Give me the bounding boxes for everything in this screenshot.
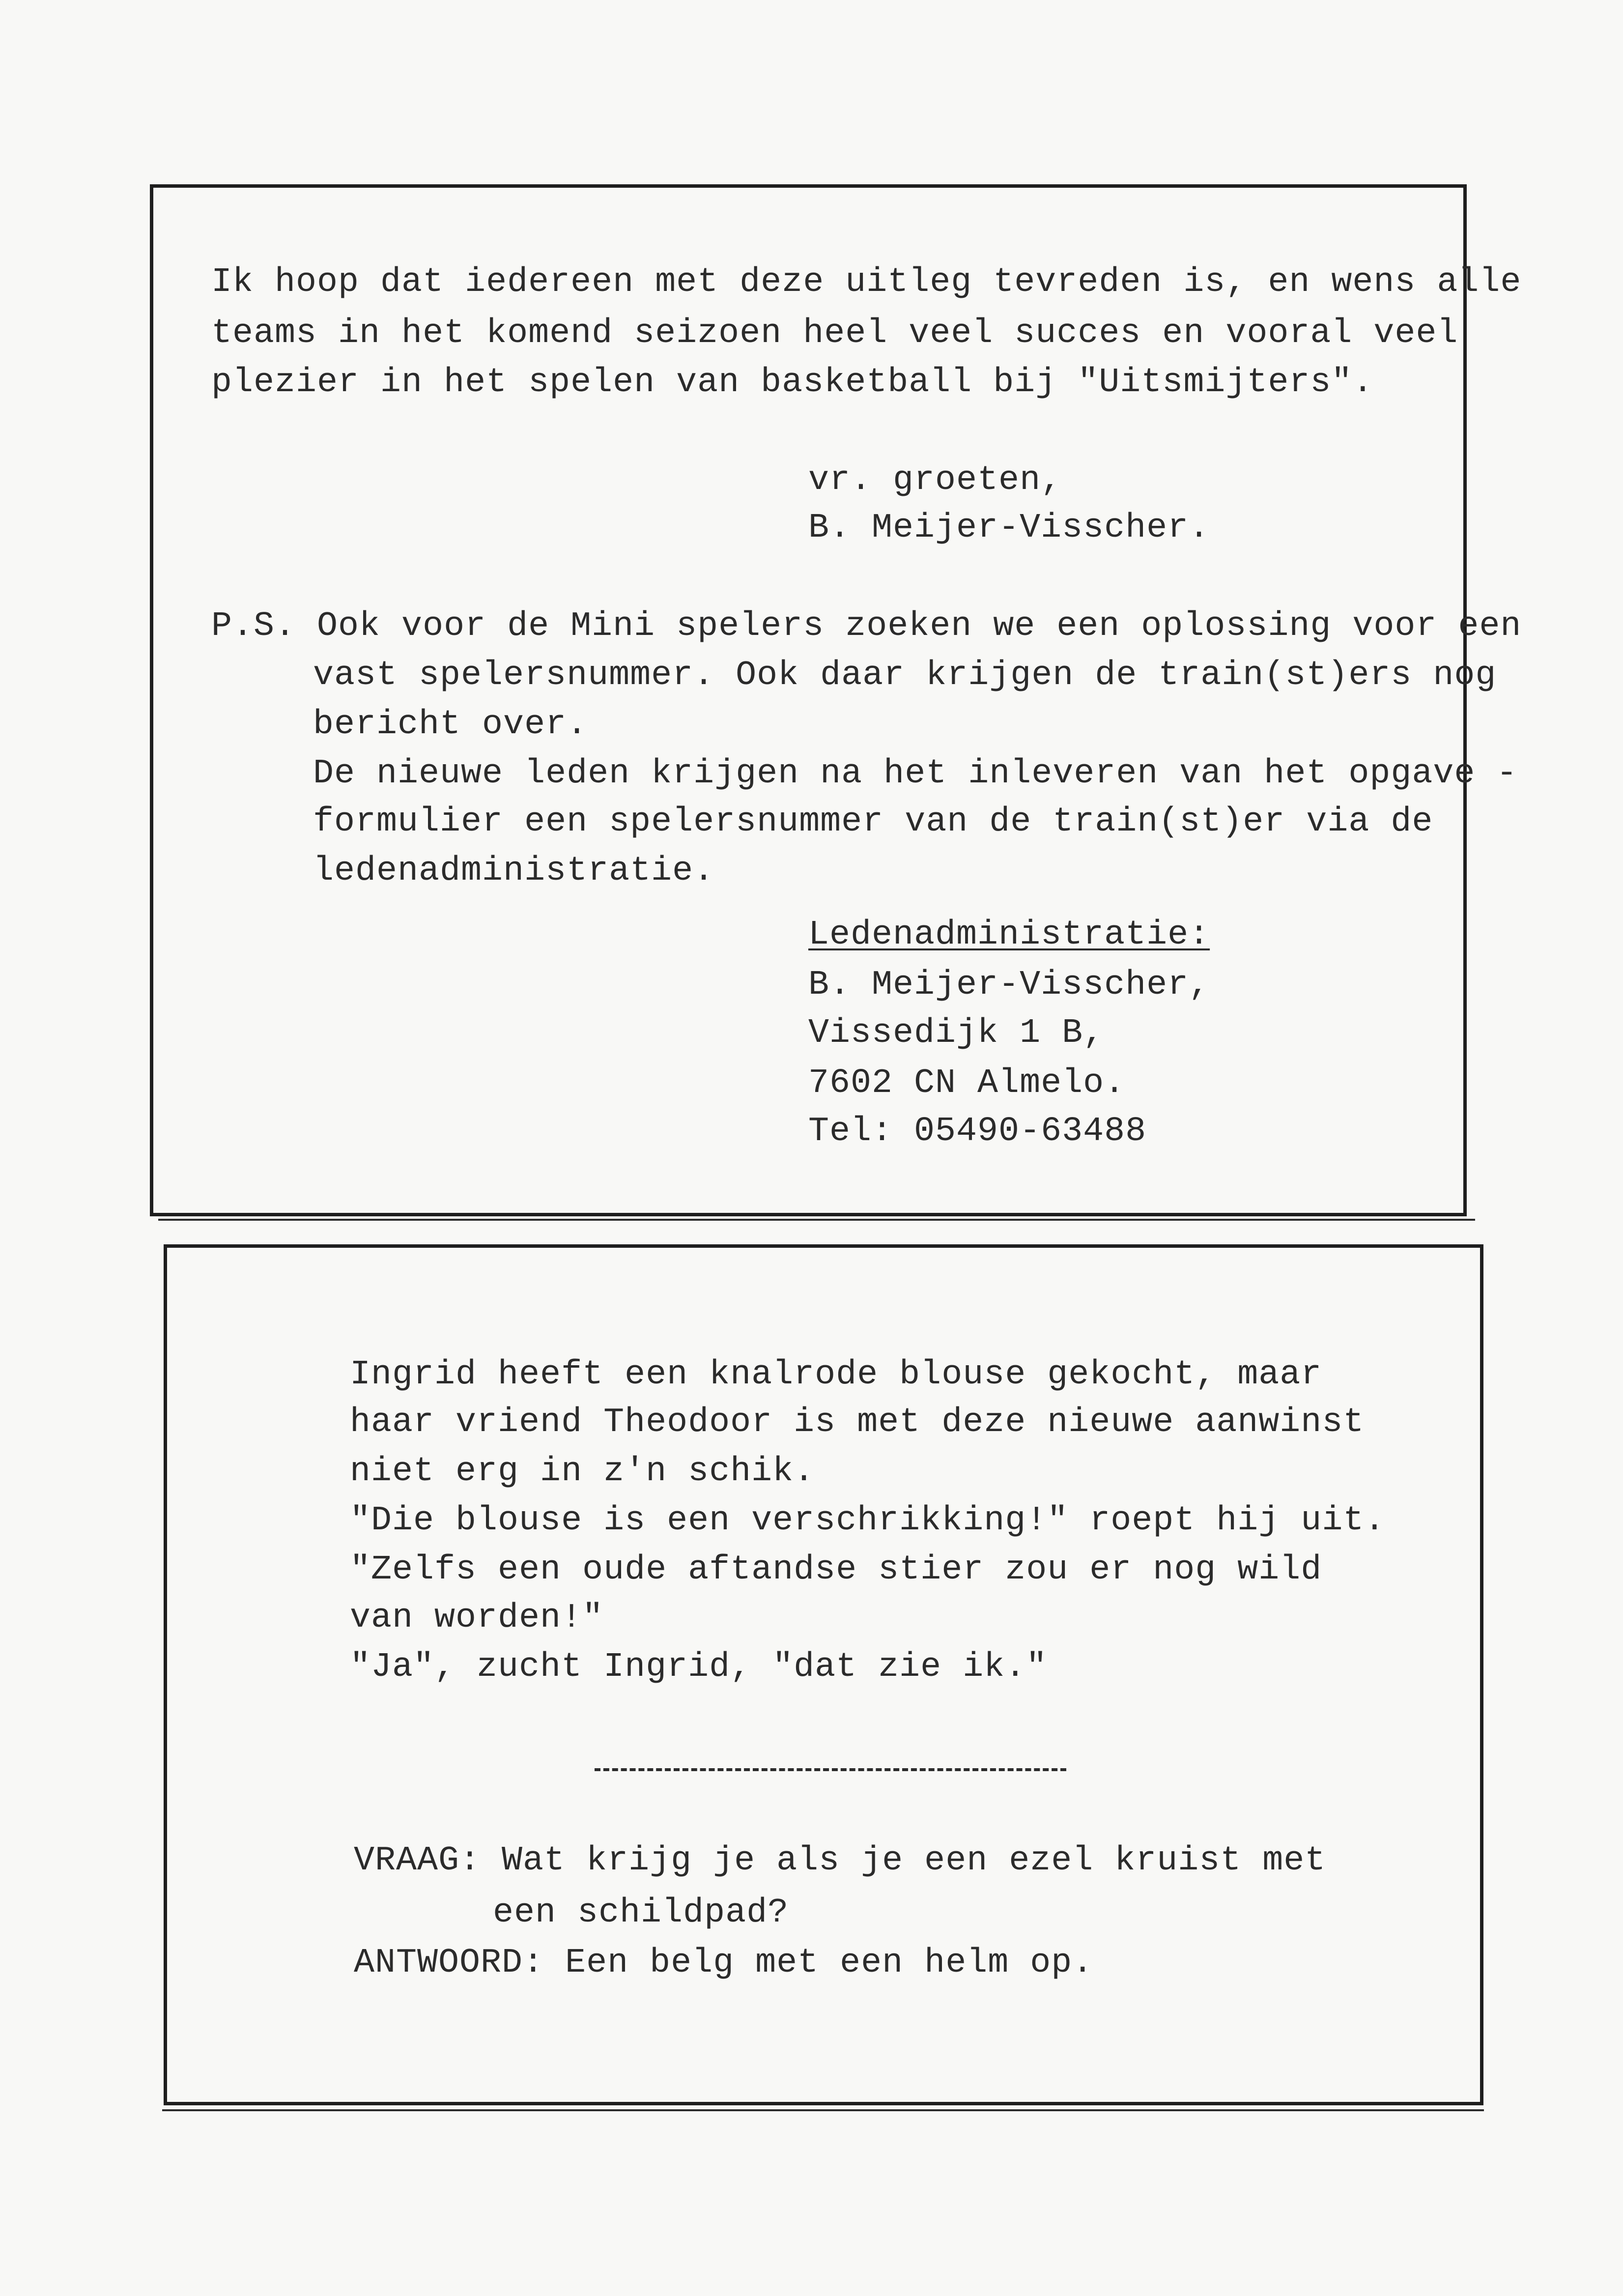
joke-line: "Die blouse is een verschrikking!" roept hij uit.	[350, 1501, 1386, 1540]
joke-line: van worden!"	[350, 1599, 604, 1637]
address-heading: Ledenadministratie:	[808, 916, 1210, 954]
text-line: bericht over.	[313, 705, 588, 744]
closing-greeting: vr. groeten,	[808, 461, 1062, 500]
answer-line: ANTWOORD: Een belg met een helm op.	[354, 1944, 1094, 1982]
phone-line: Tel: 05490-63488	[808, 1112, 1147, 1151]
text-line: vast spelersnummer. Ook daar krijgen de train(st)ers nog	[313, 656, 1497, 695]
joke-line: haar vriend Theodoor is met deze nieuwe aanwinst	[350, 1403, 1365, 1442]
joke-line: "Ja", zucht Ingrid, "dat zie ik."	[350, 1648, 1048, 1687]
question-line: een schildpad?	[493, 1894, 789, 1932]
bottom-box-rule	[162, 2109, 1484, 2111]
text-line: plezier in het spelen van basketball bij "Uitsmijters".	[211, 363, 1374, 402]
text-line: teams in het komend seizoen heel veel succes en vooral veel	[211, 314, 1458, 353]
joke-line: niet erg in z'n schik.	[350, 1452, 815, 1491]
address-line: B. Meijer-Visscher,	[808, 966, 1210, 1004]
address-line: Vissedijk 1 B,	[808, 1014, 1105, 1053]
address-line: 7602 CN Almelo.	[808, 1064, 1126, 1103]
text-line: Ik hoop dat iedereen met deze uitleg tevreden is, en wens alle	[211, 263, 1522, 302]
top-box-bottom-rule	[158, 1219, 1475, 1221]
postscript-line: P.S. Ook voor de Mini spelers zoeken we een oplossing voor een	[211, 607, 1522, 646]
joke-line: "Zelfs een oude aftandse stier zou er nog wild	[350, 1550, 1322, 1589]
dashed-divider	[595, 1768, 1066, 1771]
question-line: VRAAG: Wat krijg je als je een ezel kruist met	[354, 1841, 1326, 1880]
text-line: De nieuwe leden krijgen na het inleveren van het opgave -	[313, 754, 1518, 793]
text-line: formulier een spelersnummer van de train(st)er via de	[313, 803, 1433, 841]
signature-name: B. Meijer-Visscher.	[808, 509, 1210, 547]
joke-line: Ingrid heeft een knalrode blouse gekocht, maar	[350, 1355, 1322, 1394]
text-line: ledenadministratie.	[313, 852, 715, 890]
